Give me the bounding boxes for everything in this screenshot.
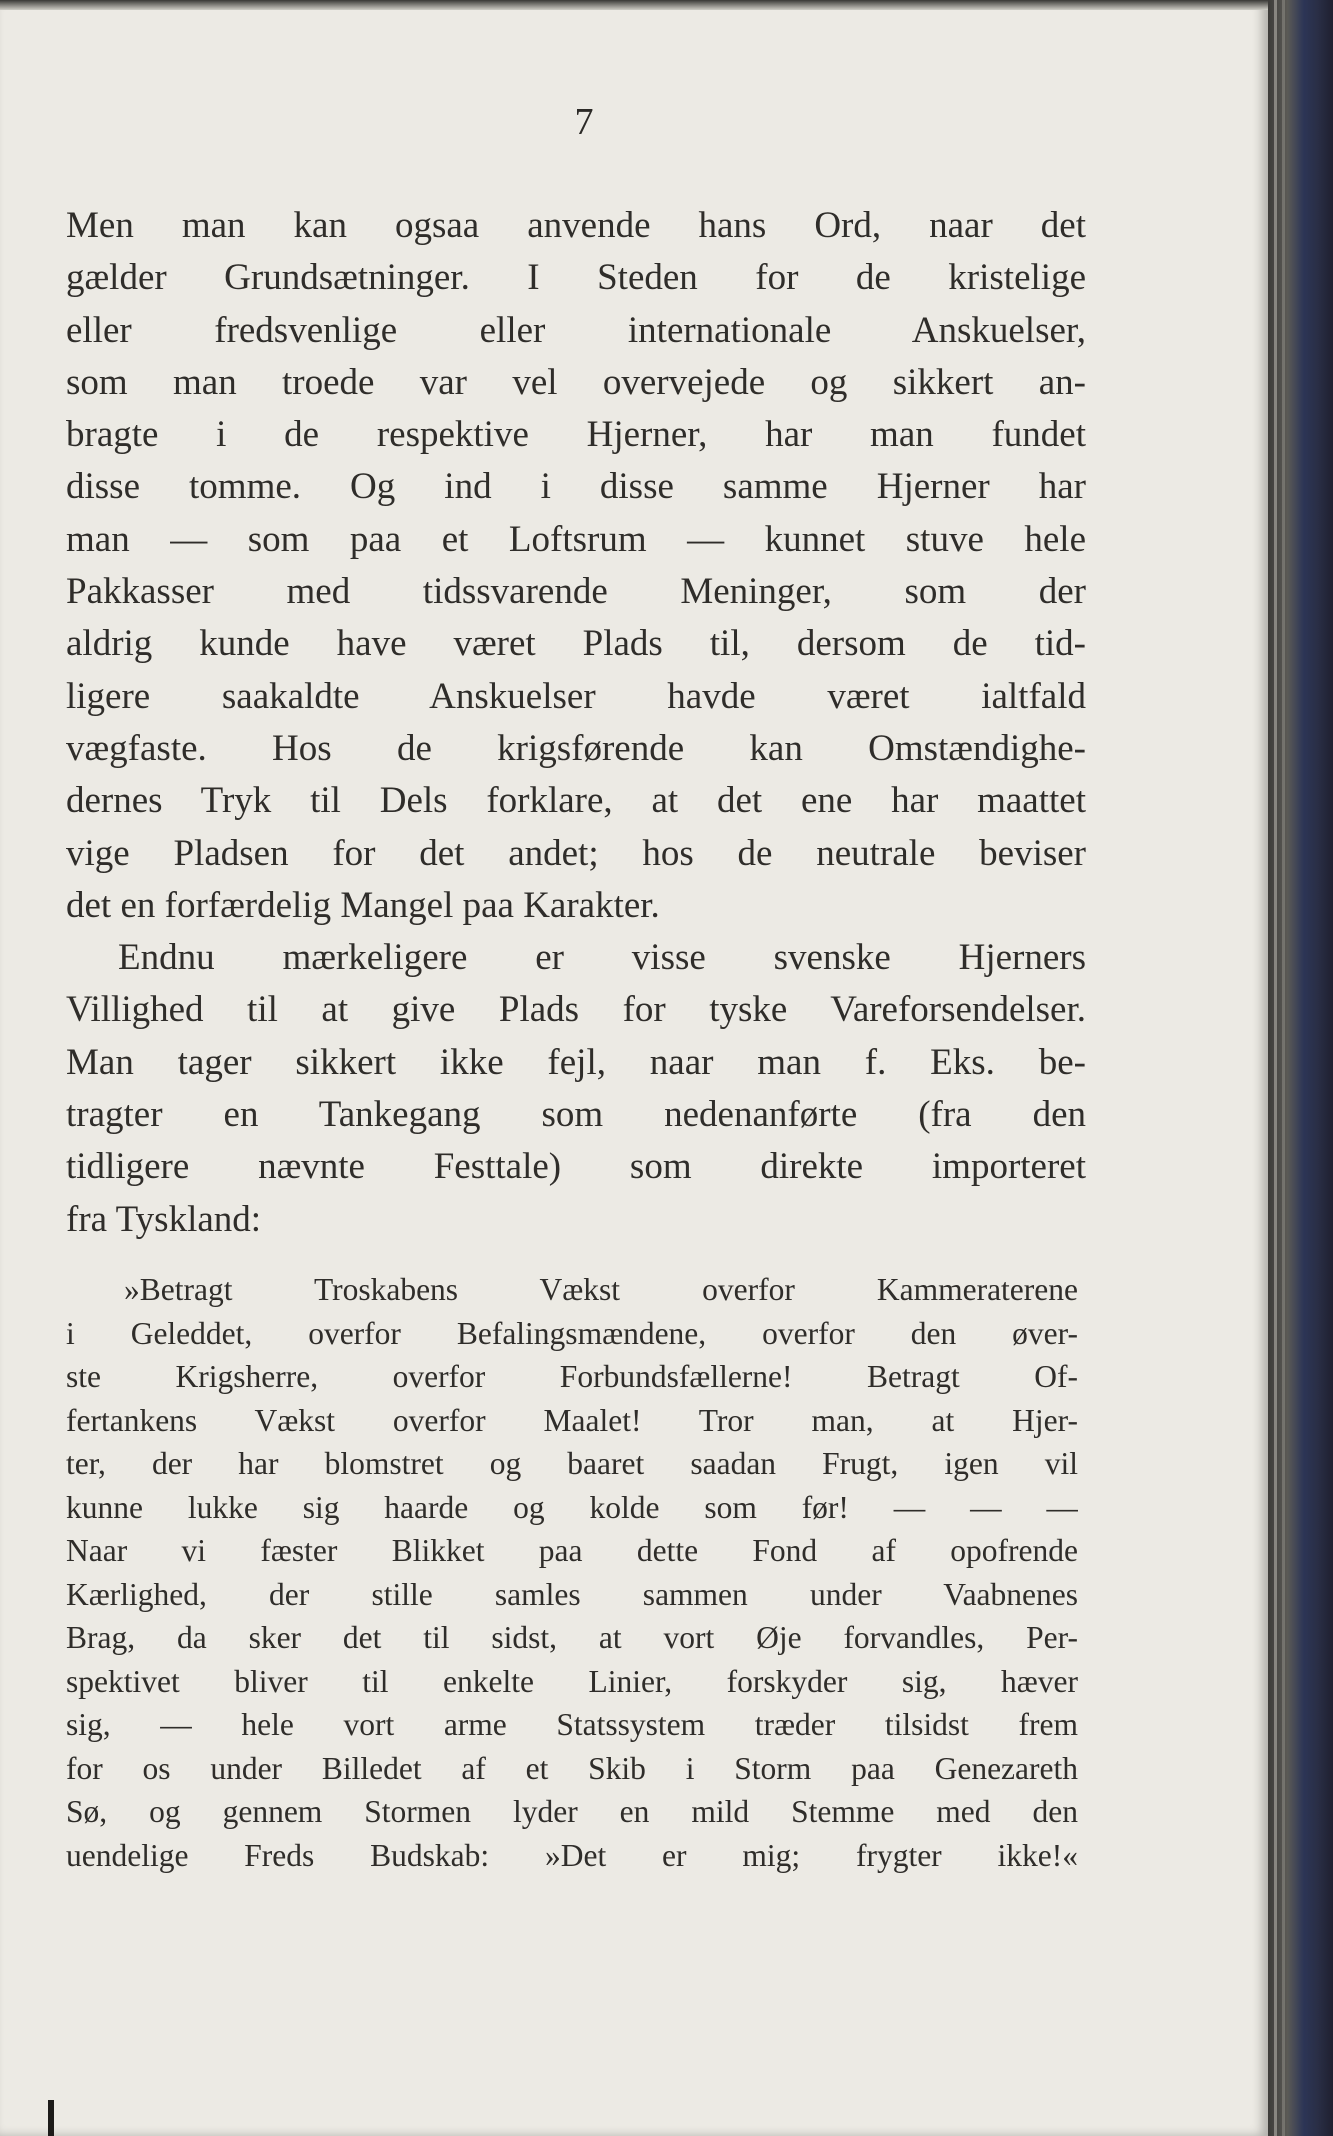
quote-line: spektivet bliver til enkelte Linier, forskyder sig, hæver [66,1663,1078,1699]
quote-line: for os under Billedet af et Skib i Storm paa Genezareth [66,1750,1078,1786]
body-line: dernes Tryk til Dels forklare, at det ene har maattet [66,780,1086,822]
quote-line: i Geleddet, overfor Befalingsmændene, overfor den øver- [66,1315,1078,1351]
body-line: eller fredsvenlige eller internationale Anskuelser, [66,309,1086,351]
body-line: vægfaste. Hos de krigsførende kan Omstændighe- [66,727,1086,769]
page-number: 7 [574,101,594,143]
body-line: Man tager sikkert ikke fejl, naar man f. Eks. be- [66,1041,1086,1083]
body-line: ligere saakaldte Anskuelser havde været ialtfald [66,675,1086,717]
body-line: Villighed til at give Plads for tyske Vareforsendelser. [66,989,1086,1031]
body-line: som man troede var vel overvejede og sikkert an- [66,361,1086,403]
binding-stripe [1274,0,1277,2136]
body-line: tidligere nævnte Festtale) som direkte importeret [66,1146,1086,1188]
quote-line: fertankens Vækst overfor Maalet! Tror man, at Hjer- [66,1402,1078,1438]
body-line: Pakkasser med tidssvarende Meninger, som der [66,571,1086,613]
body-line: gælder Grundsætninger. I Steden for de kristelige [66,257,1086,299]
quote-line: kunne lukke sig haarde og kolde som før! — — — [66,1489,1078,1525]
body-line: disse tomme. Og ind i disse samme Hjerner har [66,466,1086,508]
body-line: aldrig kunde have været Plads til, dersom de tid- [66,623,1086,665]
body-line: vige Pladsen for det andet; hos de neutrale beviser [66,832,1086,874]
quote-line: Naar vi fæster Blikket paa dette Fond af opofrende [66,1533,1078,1568]
quote-line: Brag, da sker det til sidst, at vort Øje forvandles, Per- [66,1620,1078,1655]
binding-stripe [1282,0,1285,2136]
quote-line: uendelige Freds Budskab: »Det er mig; frygter ikke!« [66,1837,1078,1873]
body-line: Men man kan ogsaa anvende hans Ord, naar det [66,205,1086,246]
body-line: bragte i de respektive Hjerner, har man fundet [66,414,1086,456]
body-text [66,200,1086,1246]
quote-line: ter, der har blomstret og baaret saadan Frugt, igen vil [66,1446,1078,1481]
quoted-passage [66,1268,1078,1877]
book-binding [1268,0,1333,2136]
quote-line: ste Krigsherre, overfor Forbundsfællerne! Betragt Of- [66,1359,1078,1394]
quote-line: sig, — hele vort arme Statssystem træder tilsidst frem [66,1707,1078,1742]
body-line: Endnu mærkeligere er visse svenske Hjerners [118,937,1086,979]
quote-line: Kærlighed, der stille samles sammen under Vaabnenes [66,1576,1078,1612]
body-line: fra Tyskland: [66,1198,262,1240]
body-line: man — som paa et Loftsrum — kunnet stuve hele [66,518,1086,560]
body-line: det en forfærdelig Mangel paa Karakter. [66,884,660,926]
quote-line: Sø, og gennem Stormen lyder en mild Stemme med den [66,1794,1078,1829]
page-edge-mark [48,2100,54,2136]
page-top-edge [0,0,1268,10]
quote-line: »Betragt Troskabens Vækst overfor Kammeraterene [124,1272,1078,1307]
body-line: tragter en Tankegang som nedenanførte (fra den [66,1094,1086,1136]
